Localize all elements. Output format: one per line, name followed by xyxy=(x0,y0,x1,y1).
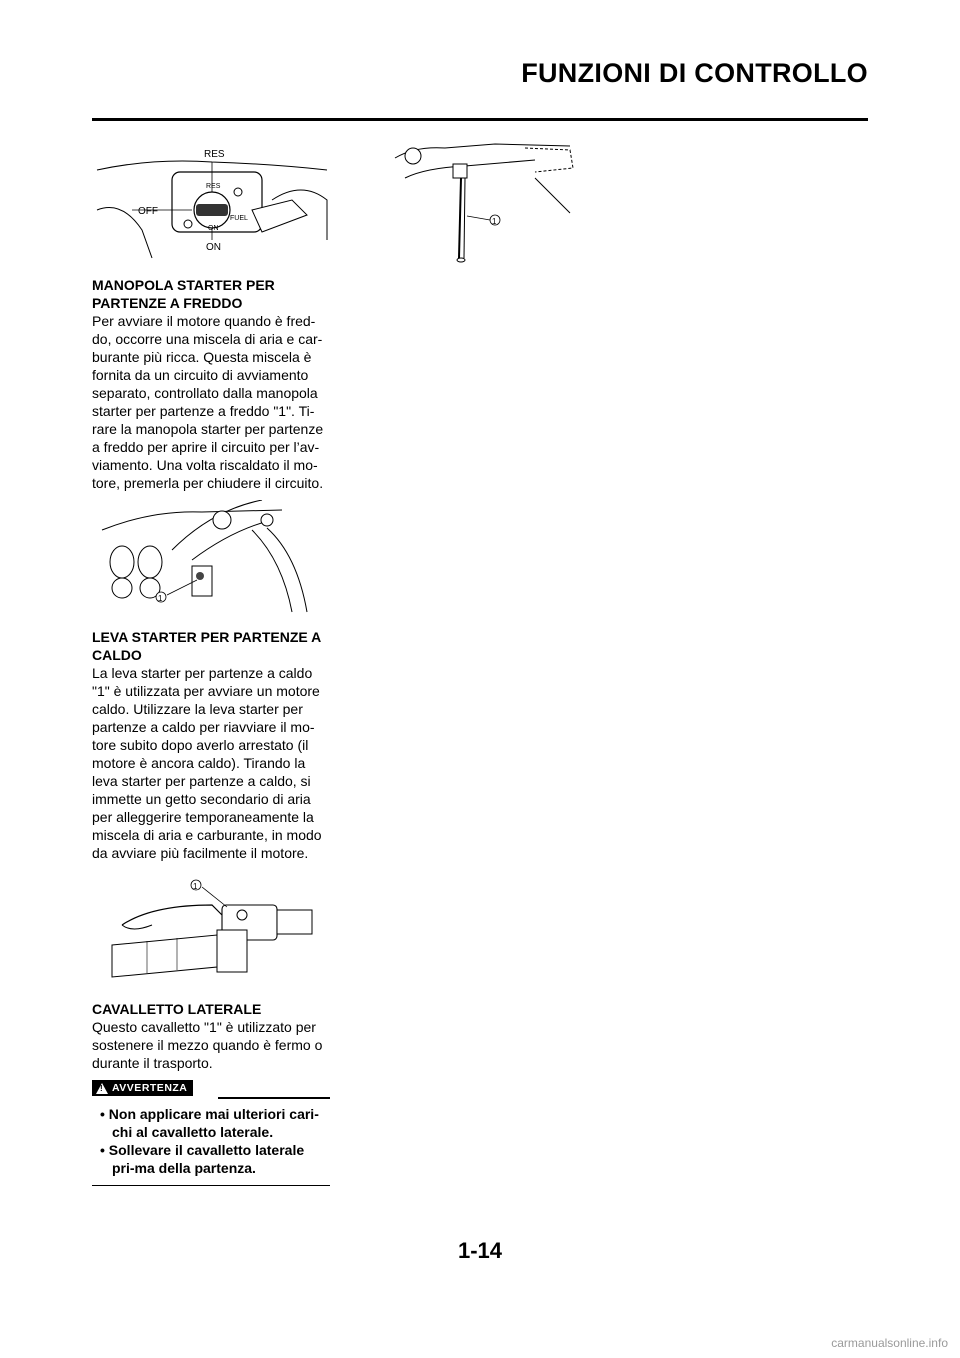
footer-watermark: carmanualsonline.info xyxy=(831,1336,948,1350)
warning-item: • Sollevare il cavalletto laterale pri-ma della partenza. xyxy=(92,1141,328,1177)
warning-item: • Non applicare mai ulteriori cari-chi al cavalletto laterale. xyxy=(92,1105,328,1141)
section-side-stand xyxy=(92,1000,332,1072)
stand-callout-1: 1 xyxy=(492,217,497,226)
figure-fuel-cock xyxy=(92,140,332,260)
fuel-inner-res: RES xyxy=(206,183,221,190)
warning-list xyxy=(92,1105,328,1177)
section-cold-body: Per avviare il motore quando è fred-do, occorre una miscela di aria e car-burante più ricca. Questa miscela è fornita da un circuito di avviamento separato, controllato dalla manopola starter per partenze a freddo "1". Ti-rare la manopola starter per partenze a freddo per aprire il circuito per l’av-viamento. Una volta riscaldato il mo-tore, premerla per chiudere il circuito. xyxy=(92,313,324,491)
fuel-on-label: ON xyxy=(206,242,221,253)
section-stand-title: CAVALLETTO LATERALE xyxy=(92,1001,262,1017)
fuel-inner-fuel: FUEL xyxy=(230,215,248,222)
section-hot-title: LEVA STARTER PER PARTENZE A CALDO xyxy=(92,629,321,663)
figure-cold-starter xyxy=(92,500,332,615)
warning-label: AVVERTENZA xyxy=(112,1082,188,1094)
page-number: 1-14 xyxy=(457,1238,503,1263)
page-header-title: FUNZIONI DI CONTROLLO xyxy=(521,58,868,88)
fuel-off-label: OFF xyxy=(138,206,158,217)
warning-bottom-rule xyxy=(92,1185,330,1187)
warning-badge xyxy=(92,1080,193,1096)
hot-callout-1: 1 xyxy=(193,882,198,891)
section-cold-title: MANOPOLA STARTER PER PARTENZE A FREDDO xyxy=(92,277,275,311)
section-hot-body: La leva starter per partenze a caldo "1" è utilizzata per avviare un motore caldo. Utilizzare la leva starter per partenze a caldo per riavviare il mo-tore subito dopo averlo arrestato (il motore è ancora caldo). Tirando la leva starter per partenze a caldo, si immette un getto secondario di aria per alleggerire temporaneamente la miscela di aria e carburante, in modo da avviare più facilmente il motore. xyxy=(92,665,322,861)
header-rule xyxy=(92,118,868,121)
warning-box xyxy=(92,1080,328,1186)
figure-side-stand xyxy=(385,138,585,268)
fuel-inner-on: ON xyxy=(208,225,219,232)
warning-top-rule xyxy=(218,1097,330,1099)
warning-icon xyxy=(96,1083,108,1094)
fuel-res-label: RES xyxy=(204,149,225,160)
section-stand-body: Questo cavalletto "1" è utilizzato per sostenere il mezzo quando è fermo o durante il trasporto. xyxy=(92,1019,323,1071)
section-hot-start xyxy=(92,628,332,862)
section-cold-start xyxy=(92,276,332,492)
cold-callout-1: 1 xyxy=(158,594,163,603)
figure-hot-starter xyxy=(92,875,332,985)
